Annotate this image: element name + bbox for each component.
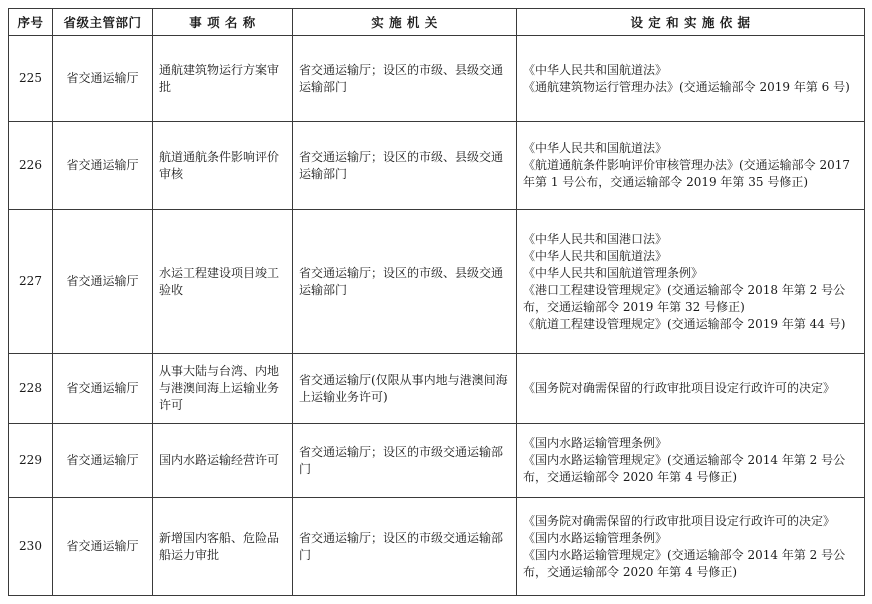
row-number: 227 bbox=[9, 210, 53, 354]
table-row bbox=[9, 36, 865, 122]
row-basis bbox=[517, 210, 865, 354]
row-number: 230 bbox=[9, 498, 53, 596]
row-dept: 省交通运输厅 bbox=[53, 210, 153, 354]
basis-line: 《航道通航条件影响评价审核管理办法》(交通运输部令 2017 年第 1 号公布，交通运输部令 2019 年第 35 号修正) bbox=[523, 158, 851, 189]
row-agency: 省交通运输厅(仅限从事内地与港澳间海上运输业务许可) bbox=[293, 354, 517, 424]
row-dept: 省交通运输厅 bbox=[53, 354, 153, 424]
basis-line: 《中华人民共和国航道法》 bbox=[523, 141, 668, 155]
basis-line: 《港口工程建设管理规定》(交通运输部令 2018 年第 2 号公布，交通运输部令 2019 年第 32 号修正) bbox=[523, 282, 846, 314]
basis-line: 《中华人民共和国航道管理条例》 bbox=[523, 265, 704, 280]
table-row bbox=[9, 210, 865, 354]
basis-line: 《国务院对确需保留的行政审批项目设定行政许可的决定》 bbox=[523, 381, 836, 395]
row-dept: 省交通运输厅 bbox=[53, 122, 153, 210]
basis-line: 《中华人民共和国港口法》 bbox=[523, 231, 668, 246]
row-item-name: 国内水路运输经营许可 bbox=[153, 424, 293, 498]
basis-line: 《通航建筑物运行管理办法》(交通运输部令 2019 年第 6 号) bbox=[523, 79, 850, 94]
basis-line: 《中华人民共和国航道法》 bbox=[523, 62, 668, 77]
basis-line: 《国内水路运输管理规定》(交通运输部令 2014 年第 2 号公布，交通运输部令 2020 年第 4 号修正) bbox=[523, 453, 846, 484]
row-agency: 省交通运输厅；设区的市级交通运输部门 bbox=[293, 498, 517, 596]
header-agency: 实 施 机 关 bbox=[293, 9, 517, 36]
table-row bbox=[9, 122, 865, 210]
row-agency: 省交通运输厅；设区的市级、县级交通运输部门 bbox=[293, 122, 517, 210]
row-item-name: 水运工程建设项目竣工验收 bbox=[153, 210, 293, 354]
basis-line: 《国内水路运输管理规定》(交通运输部令 2014 年第 2 号公布，交通运输部令 2020 年第 4 号修正) bbox=[523, 547, 846, 579]
row-number: 229 bbox=[9, 424, 53, 498]
header-row bbox=[9, 9, 865, 36]
table-row bbox=[9, 424, 865, 498]
basis-line: 《中华人民共和国航道法》 bbox=[523, 248, 668, 263]
row-agency: 省交通运输厅；设区的市级、县级交通运输部门 bbox=[293, 36, 517, 122]
row-dept: 省交通运输厅 bbox=[53, 424, 153, 498]
header-no: 序号 bbox=[9, 9, 53, 36]
table-row bbox=[9, 354, 865, 424]
table-row bbox=[9, 498, 865, 596]
row-item-name: 新增国内客船、危险品船运力审批 bbox=[153, 498, 293, 596]
row-dept: 省交通运输厅 bbox=[53, 36, 153, 122]
row-item-name: 航道通航条件影响评价审核 bbox=[153, 122, 293, 210]
header-dept: 省级主管部门 bbox=[53, 9, 153, 36]
row-number: 226 bbox=[9, 122, 53, 210]
row-item-name: 通航建筑物运行方案审批 bbox=[153, 36, 293, 122]
basis-line: 《国内水路运输管理条例》 bbox=[523, 530, 668, 545]
header-basis: 设 定 和 实 施 依 据 bbox=[517, 9, 865, 36]
basis-line: 《航道工程建设管理规定》(交通运输部令 2019 年第 44 号) bbox=[523, 316, 846, 331]
row-item-name: 从事大陆与台湾、内地与港澳间海上运输业务许可 bbox=[153, 354, 293, 424]
row-basis bbox=[517, 354, 865, 424]
row-dept: 省交通运输厅 bbox=[53, 498, 153, 596]
row-number: 228 bbox=[9, 354, 53, 424]
basis-line: 《国内水路运输管理条例》 bbox=[523, 436, 668, 450]
row-agency: 省交通运输厅；设区的市级交通运输部门 bbox=[293, 424, 517, 498]
row-number: 225 bbox=[9, 36, 53, 122]
table-body bbox=[9, 36, 865, 596]
row-agency: 省交通运输厅；设区的市级、县级交通运输部门 bbox=[293, 210, 517, 354]
row-basis bbox=[517, 122, 865, 210]
licensing-table bbox=[8, 8, 865, 596]
row-basis bbox=[517, 498, 865, 596]
table-header bbox=[9, 9, 865, 36]
row-basis bbox=[517, 424, 865, 498]
row-basis bbox=[517, 36, 865, 122]
basis-line: 《国务院对确需保留的行政审批项目设定行政许可的决定》 bbox=[523, 513, 836, 528]
header-item: 事 项 名 称 bbox=[153, 9, 293, 36]
